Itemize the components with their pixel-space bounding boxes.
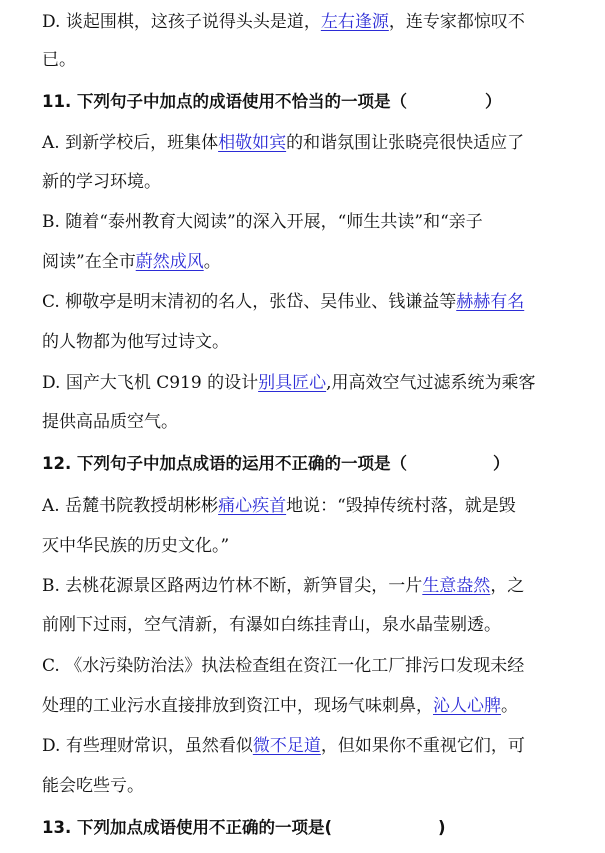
q11-option-c-cont: 的人物都为他写过诗文。 [42,332,229,352]
q11-option-a-cont: 新的学习环境。 [42,172,161,192]
q12-stem [42,452,562,476]
option-text: 处理的工业污水直接排放到资江中，现场气味刺鼻， [42,696,433,716]
option-text: D. 有些理财常识，虽然看似 [42,736,253,756]
q11-option-b: B. 随着“泰州教育大阅读”的深入开展，“师生共读”和“亲子 [42,212,483,232]
idiom-link[interactable]: 痛心疾首 [218,496,287,516]
q11-option-b-cont [42,250,562,274]
option-text: ，但如果你不重视它们，可 [320,736,525,756]
idiom-link[interactable]: 微不足道 [252,736,321,756]
answer-bracket: ） [484,92,502,111]
idiom-link[interactable]: 沁人心脾 [433,696,501,716]
q11-stem [42,90,562,114]
idiom-link[interactable]: 别具匠心 [258,373,327,393]
option-text: 。 [501,696,518,716]
option-text: A. 到新学校后，班集体 [42,133,219,153]
option-text: 地说：“毁掉传统村落，就是毁 [286,496,516,516]
q12-option-b [42,574,562,598]
answer-bracket: ） [492,454,510,473]
idiom-link[interactable]: 左右逢源 [320,12,389,32]
option-text: D. 国产大飞机 C919 的设计 [42,373,259,393]
idiom-link[interactable]: 蔚然成风 [135,252,204,272]
idiom-link[interactable]: 生意盎然 [422,576,491,596]
option-text: 。 [203,252,221,272]
idiom-link[interactable]: 相敬如宾 [218,133,287,153]
q11-option-a [42,131,562,155]
option-text: D. 谈起围棋，这孩子说得头头是道， [42,12,321,32]
option-text: A. 岳麓书院教授胡彬彬 [42,496,219,516]
q12-option-c-cont [42,694,562,718]
option-text: 阅读”在全市 [42,252,136,272]
q11-option-d [42,371,562,395]
idiom-link[interactable]: 赫赫有名 [456,292,525,312]
question-text: 11. 下列句子中加点的成语使用不恰当的一项是（ [42,92,407,111]
option-text: ，之 [490,576,525,596]
answer-bracket: ) [438,818,446,837]
q12-option-c: C. 《水污染防治法》执法检查组在资江一化工厂排污口发现未经 [42,656,525,676]
question-text: 12. 下列句子中加点成语的运用不正确的一项是（ [42,454,407,473]
question-text: 13. 下列加点成语使用不正确的一项是( [42,818,333,837]
q12-option-a-cont: 灭中华民族的历史文化。” [42,536,230,556]
q11-option-c [42,290,562,314]
q12-option-d-cont: 能会吃些亏。 [42,776,144,796]
option-text: B. 去桃花源景区路两边竹林不断，新笋冒尖，一片 [42,576,423,596]
q12-option-d [42,734,562,758]
q12-option-a [42,494,562,518]
option-text: 的和谐氛围让张晓亮很快适应了 [286,133,525,153]
option-text: C. 柳敬亭是明末清初的名人，张岱、吴伟业、钱谦益等 [42,292,457,312]
q10-option-d [42,10,562,34]
q11-option-d-cont: 提供高品质空气。 [42,412,178,432]
q13-stem [42,816,562,840]
option-text: ,用高效空气过滤系统为乘客 [326,373,536,393]
q12-option-b-cont: 前刚下过雨，空气清新，有瀑如白练挂青山，泉水晶莹剔透。 [42,615,501,635]
option-text: ，连专家都惊叹不 [388,12,525,32]
q10-option-d-cont: 已。 [42,50,76,70]
